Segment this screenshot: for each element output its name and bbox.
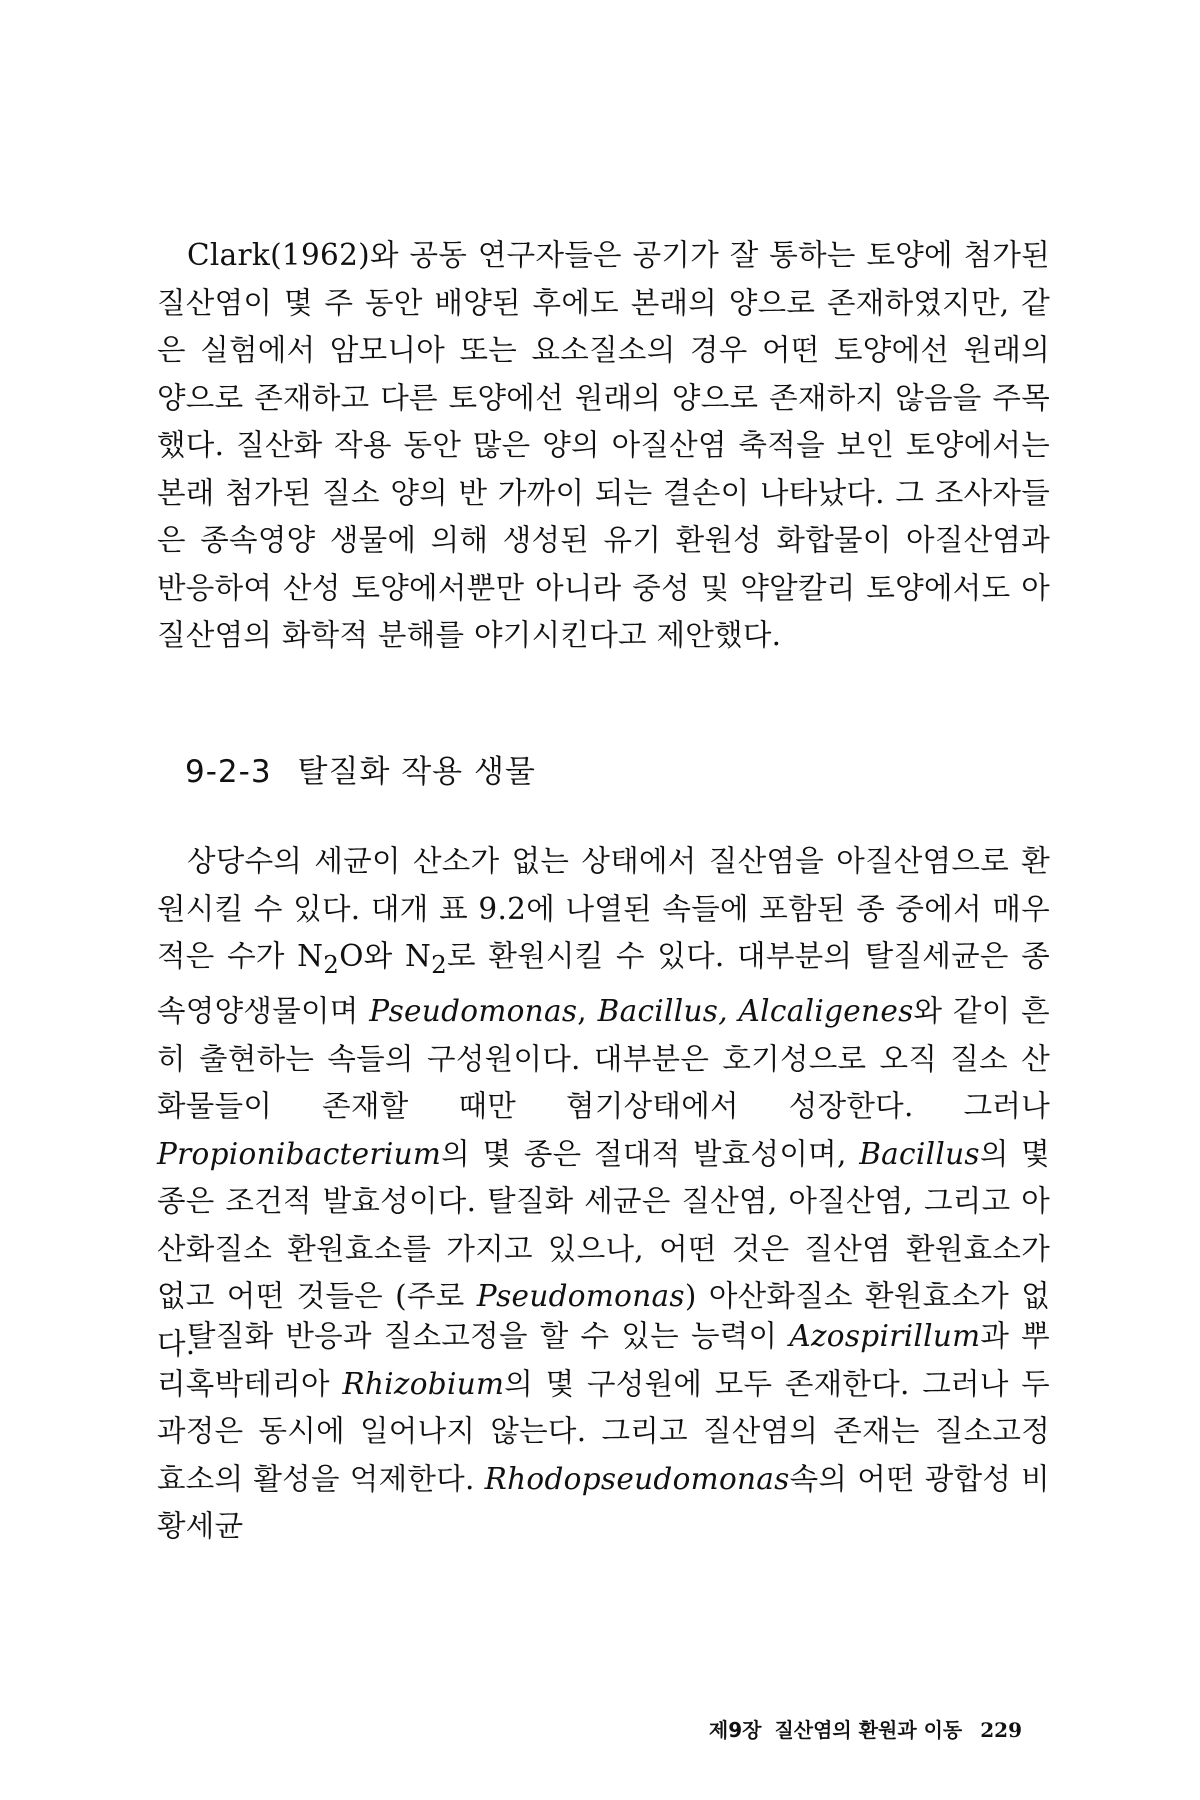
running-footer [709,1715,1022,1745]
text-run: 의 몇 종은 절대적 발효성이며, [441,1136,860,1171]
genus-name: Bacillus, Alcaligenes [597,994,914,1029]
footer-chapter: 제9장 [708,1718,762,1742]
subscript: 2 [431,949,448,979]
section-title: 탈질화 작용 생물 [297,754,536,790]
text-run: 의 몇 구성원에 모두 존재한다. 그러나 두 과정은 동시에 일어나지 않는다. 그리고 질산염의 존재는 질소고정 효소의 활성을 억제한다. [157,1366,1050,1496]
subscript: 2 [323,949,340,979]
text-run: 상당수의 세균이 산소가 없는 상태에서 질산염을 아질산염으로 환원시킬 수 있다. 대개 표 9.2에 나열된 속들에 포함된 종 중에서 매우 적은 수가 N [157,844,1050,973]
footer-chapter-title: 질산염의 환원과 이동 [774,1718,963,1742]
text-run: 속의 어떤 광합성 비황세균 [157,1461,1050,1543]
genus-name: Rhizobium [342,1366,505,1401]
genus-name: Propionibacterium [157,1136,442,1171]
text-run: ) 아산화질소 환원효소가 없다. [157,1279,1050,1361]
text-run: 탈질화 반응과 질소고정을 할 수 있는 능력이 [187,1319,790,1353]
section-number: 9-2-3 [185,754,272,790]
body-paragraph-3 [157,1313,1050,1551]
text-run: O와 N [339,939,432,973]
text-run: 로 환원시킬 수 있다. 대부분의 탈질세균은 종속영양생물이며 [157,939,1050,1029]
genus-name: Bacillus [859,1136,980,1171]
section-heading [185,752,536,792]
text-run: 과 뿌리혹박테리아 [157,1319,1050,1401]
genus-name: Azospirillum [789,1319,981,1353]
paragraph-text [157,838,1050,1368]
genus-name: Pseudomonas [369,994,578,1029]
genus-name: Rhodopseudomonas [484,1461,790,1496]
genus-name: Pseudomonas [476,1279,685,1314]
text-run: 의 몇 종은 조건적 발효성이다. 탈질화 세균은 질산염, 아질산염, 그리고 아산화질소 환원효소를 가지고 있으나, 어떤 것은 질산염 환원효소가 없고 어떤 것들은 (주로 [157,1136,1050,1314]
text-run: 와 같이 흔히 출현하는 속들의 구성원이다. 대부분은 호기성으로 오직 질소 산화물들이 존재할 때만 혐기상태에서 성장한다. 그러나 [157,994,1050,1124]
paragraph-text: Clark(1962)와 공동 연구자들은 공기가 잘 통하는 토양에 첨가된 질산염이 몇 주 동안 배양된 후에도 본래의 양으로 존재하였지만, 같은 실험에서 암모니아 또는 요소질소의 경우 어떤 토양에선 원래의 양으로 존재하고 다른 토양에선 원래의 양으로 존재하지 않음을 주목했다. 질산화 작용 동안 많은 양의 아질산염 축적을 보인 토양에서는 본래 첨가된 질소 양의 반 가까이 되는 결손이 나타났다. 그 조사자들은 종속영양 생물에 의해 생성된 유기 환원성 화합물이 아질산염과 반응하여 산성 토양에서뿐만 아니라 중성 및 약알칼리 토양에서도 아질산염의 화학적 분해를 야기시킨다고 제안했다. [157,238,1050,652]
page-number: 229 [980,1718,1022,1742]
text-run: , [577,994,598,1029]
body-paragraph-1 [157,232,1050,660]
body-paragraph-2 [157,838,1050,1368]
paragraph-text [157,1313,1050,1551]
